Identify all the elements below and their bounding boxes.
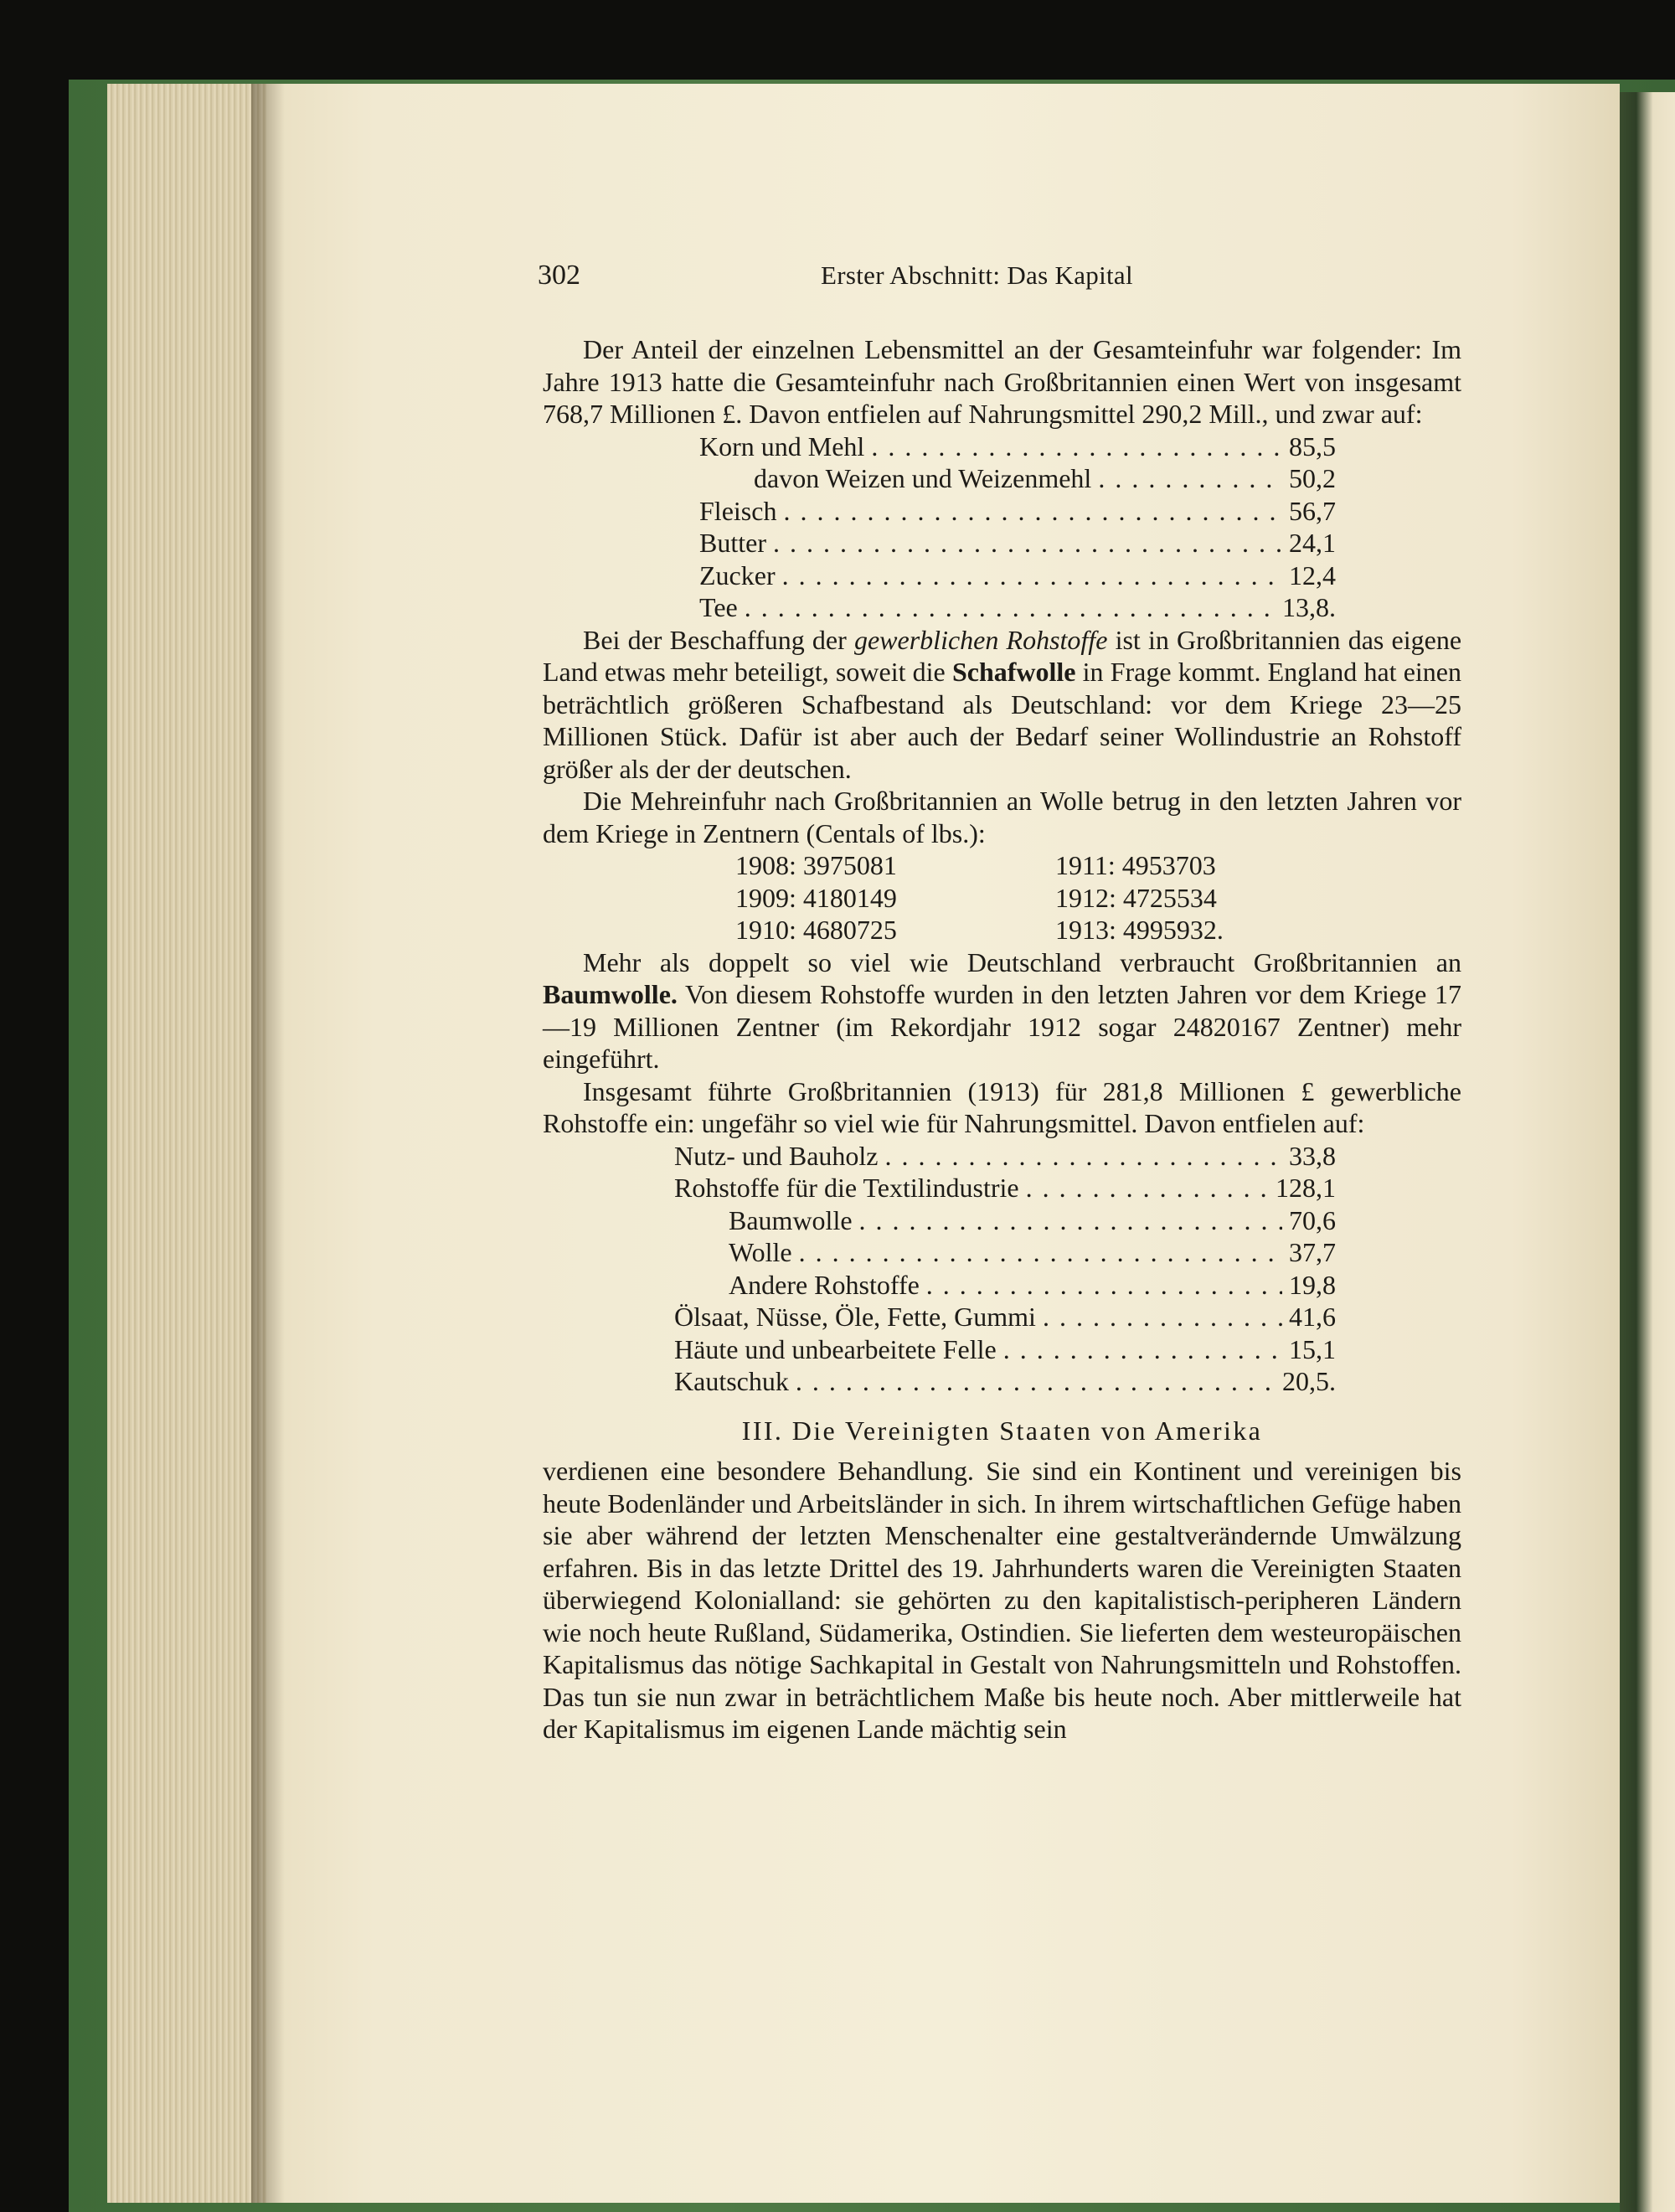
leader-dots (1003, 1333, 1282, 1366)
table-row (735, 882, 1461, 915)
section-heading: III. Die Vereinigten Staaten von Amerika (741, 1415, 1263, 1446)
leader-dots (859, 1204, 1282, 1237)
item-label: Rohstoffe für die Textilindustrie (674, 1173, 1019, 1203)
item-value: 37,7 (1289, 1237, 1336, 1267)
food-import-list (699, 431, 1336, 624)
item-label: Häute und unbearbeitete Felle (674, 1333, 997, 1364)
emphasis: gewerblichen Rohstoffe (853, 624, 1108, 655)
item-value: 50,2 (1289, 463, 1336, 493)
list-item (699, 431, 1336, 463)
leader-dots (782, 559, 1282, 592)
item-label: Ölsaat, Nüsse, Öle, Fette, Gummi (674, 1302, 1036, 1332)
item-value: 85,5 (1289, 431, 1336, 461)
paragraph-food-intro: Der Anteil der einzelnen Lebensmittel an der Gesamteinfuhr war folgender: Im Jahre 1913 hatte die Gesamteinfuhr nach Großbritannien einen Wert von insgesamt 768,7 Millionen £. Davon entfielen auf Nahrungsmittel 290,2 Mill., und zwar auf: (543, 334, 1461, 429)
text-run: ist in Großbritannien das eigene Land etwas mehr beteiligt, soweit die (543, 624, 1462, 687)
item-value: 19,8 (1289, 1269, 1336, 1300)
table-cell: 1909: 4180149 (735, 882, 897, 913)
item-value: 12,4 (1289, 559, 1336, 590)
leader-dots (1026, 1172, 1269, 1204)
item-value: 41,6 (1289, 1302, 1336, 1332)
leader-dots (885, 1140, 1283, 1173)
list-item (674, 1301, 1336, 1333)
bold-term: Schafwolle (951, 657, 1076, 687)
page-stack-edges (107, 84, 268, 2203)
bold-term: Baumwolle. (543, 979, 678, 1009)
list-item (674, 1333, 1336, 1366)
item-label: davon Weizen und Weizenmehl (754, 463, 1092, 493)
table-cell: 1908: 3975081 (735, 850, 897, 880)
leader-dots (1098, 462, 1282, 495)
item-label: Korn und Mehl (699, 431, 865, 461)
list-item (699, 591, 1336, 624)
next-page-edge (1620, 92, 1675, 2212)
text-run: Mehr als doppelt so viel wie Deutschland verbraucht Großbritannien an (583, 946, 1461, 977)
raw-material-list (674, 1140, 1336, 1398)
text-run: Bei der Beschaffung der (583, 624, 854, 655)
list-item (674, 1236, 1336, 1269)
list-item (674, 1140, 1336, 1173)
list-item (674, 1365, 1336, 1398)
leader-dots (773, 527, 1282, 559)
list-item (674, 1204, 1336, 1237)
leader-dots (926, 1269, 1282, 1302)
list-item (699, 495, 1336, 528)
table-cell: 1913: 4995932. (1055, 915, 1224, 945)
text-run: in Frage kommt. England hat einen beträchtlich größeren Schafbestand als Deutschland: vor dem Kriege 23—25 Millionen Stück. Dafür ist aber auch der Bedarf seiner Wollindustrie an Rohstoff größer als der der deutschen. (543, 657, 1462, 784)
paragraph-raw-total: Insgesamt führte Großbritannien (1913) für 281,8 Millionen £ gewerbliche Rohstoffe ein: ungefähr so viel wie für Nahrungsmittel. Davon entfielen auf: (543, 1075, 1461, 1138)
page-number: 302 (538, 260, 580, 291)
item-label: Butter (699, 528, 766, 558)
paragraph-usa: verdienen eine besondere Behandlung. Sie sind ein Kontinent und vereinigen bis heute Bodenländer und Arbeitsländer in sich. In ihrem wirtschaftlichen Gefüge haben sie aber während der letzten Menschenalter eine gestaltverändernde Umwälzung erfahren. Bis in das letzte Drittel des 19. Jahrhunderts waren die Vereinigten Staaten überwiegend Kolonialland: sie gehörten zu den kapitalistisch-peripheren Ländern wie noch heute Rußland, Südamerika, Ostindien. Sie lieferten dem westeuropäischen Kapitalismus das nötige Sachkapital in Gestalt von Nahrungsmitteln und Rohstoffen. Das tun sie nun zwar in beträchtlichem Maße bis heute noch. Aber mittlerweile hat der Kapitalismus im eigenen Lande mächtig sein (543, 1456, 1461, 1744)
leader-dots (799, 1236, 1282, 1269)
item-label: Wolle (729, 1237, 792, 1267)
item-value: 128,1 (1276, 1173, 1336, 1203)
page-text (538, 260, 1462, 1745)
chapter-title: Erster Abschnitt: Das Kapital (821, 260, 1133, 290)
item-value: 15,1 (1289, 1333, 1336, 1364)
item-value: 70,6 (1289, 1204, 1336, 1235)
table-cell: 1911: 4953703 (1055, 850, 1216, 880)
leader-dots (796, 1365, 1276, 1398)
table-cell: 1912: 4725534 (1055, 882, 1217, 913)
item-value: 24,1 (1289, 528, 1336, 558)
list-item (699, 527, 1336, 559)
table-cell: 1910: 4680725 (735, 915, 897, 945)
paragraph-wool-intro: Die Mehreinfuhr nach Großbritannien an Wolle betrug in den letzten Jahren vor dem Kriege in Zentnern (Centals of lbs.): (543, 786, 1461, 848)
gutter-shadow (251, 84, 285, 2203)
wool-import-table (735, 849, 1461, 946)
item-value: 13,8. (1282, 592, 1336, 622)
list-item (674, 1269, 1336, 1302)
item-label: Baumwolle (729, 1204, 853, 1235)
leader-dots (783, 495, 1282, 528)
paragraph-raw-materials (543, 624, 1461, 786)
item-label: Fleisch (699, 495, 777, 526)
leader-dots (871, 431, 1282, 463)
item-label: Andere Rohstoffe (729, 1269, 920, 1300)
running-head (538, 260, 1461, 305)
item-value: 20,5. (1282, 1366, 1336, 1396)
leader-dots (745, 591, 1276, 624)
leader-dots (1043, 1301, 1282, 1333)
text-run: Von diesem Rohstoffe wurden in den letzten Jahren vor dem Kriege 17—19 Millionen Zentner (im Rekordjahr 1912 sogar 24820167 Zentner) mehr eingeführt. (543, 979, 1461, 1074)
item-label: Zucker (699, 559, 776, 590)
table-row (735, 849, 1461, 882)
item-value: 33,8 (1289, 1140, 1336, 1171)
list-item (674, 1172, 1336, 1204)
table-row (735, 914, 1461, 946)
item-label: Kautschuk (674, 1366, 789, 1396)
item-label: Nutz- und Bauholz (674, 1140, 879, 1171)
list-item (699, 559, 1336, 592)
list-item (699, 462, 1336, 495)
item-value: 56,7 (1289, 495, 1336, 526)
paragraph-cotton (543, 946, 1461, 1075)
item-label: Tee (699, 592, 738, 622)
